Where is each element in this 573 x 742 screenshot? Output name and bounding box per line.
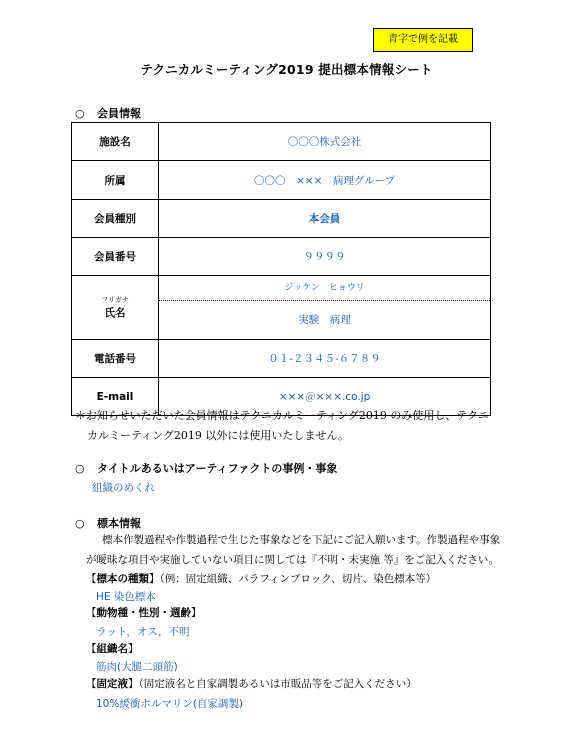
specimen-type-label: 標本の種類 bbox=[96, 573, 149, 585]
bracket-open: 【 bbox=[86, 678, 97, 690]
bracket-open: 【 bbox=[86, 573, 97, 585]
tissue-label: 組織名 bbox=[96, 643, 128, 655]
bracket-open: 【 bbox=[86, 607, 97, 619]
bracket-close: 】 bbox=[149, 573, 160, 585]
member-info-table bbox=[71, 122, 491, 416]
artifact-value[interactable]: 組織のめくれ bbox=[92, 482, 155, 494]
member-no-value[interactable]: ９９９９ bbox=[159, 238, 491, 276]
species-value[interactable]: ラット，オス，不明 bbox=[96, 626, 190, 638]
tissue-value[interactable]: 筋肉(大腿二頭筋) bbox=[96, 661, 178, 673]
tissue-heading bbox=[86, 641, 139, 656]
example-note-box: 青字で例を記載 bbox=[373, 28, 473, 52]
bracket-close: 】 bbox=[128, 678, 139, 690]
circle-bullet-icon: ○ bbox=[75, 517, 85, 530]
name-label-cell bbox=[72, 276, 159, 340]
page-title: テクニカルミーティング2019 提出標本情報シート bbox=[140, 62, 433, 77]
specimen-intro-line-1: 標本作製過程や作製過程で生じた事象などを下記にご記入願います。作製過程や事象 bbox=[102, 534, 501, 546]
bracket-open: 【 bbox=[86, 643, 97, 655]
email-value[interactable]: ×××＠×××.co.jp bbox=[159, 378, 491, 416]
section-title-artifact-label: タイトルあるいはアーティファクトの事例・事象 bbox=[97, 462, 338, 475]
section-member-info-label: 会員情報 bbox=[97, 107, 141, 120]
member-type-value[interactable]: 本会員 bbox=[159, 200, 491, 238]
specimen-type-heading bbox=[86, 571, 436, 586]
specimen-intro-line-2: が曖昧な項目や実施していない項目に関しては『不明・未実施 等』をご記入ください。 bbox=[86, 554, 499, 566]
specimen-type-note: （例：固定組織、パラフィンブロック、切片、染色標本等） bbox=[159, 573, 437, 585]
name-value-cell bbox=[159, 276, 491, 340]
phone-label: 電話番号 bbox=[72, 340, 159, 378]
disclaimer bbox=[75, 406, 505, 446]
furigana-label: フリガナ bbox=[101, 296, 129, 304]
bracket-close: 】 bbox=[128, 643, 139, 655]
name-label: 氏名 bbox=[104, 307, 126, 319]
section-member-info bbox=[75, 105, 141, 121]
furigana-value[interactable]: ジッケン ヒョウリ bbox=[159, 276, 490, 301]
facility-value[interactable]: 〇〇〇株式会社 bbox=[159, 123, 491, 161]
email-label: E-mail bbox=[72, 378, 159, 416]
species-label: 動物種・性別・週齢 bbox=[96, 607, 191, 619]
member-type-label: 会員種別 bbox=[72, 200, 159, 238]
phone-value[interactable]: ０１-２３４５-６７８９ bbox=[159, 340, 491, 378]
bracket-close: 】 bbox=[191, 607, 202, 619]
fixative-note: （固定液名と自家調製あるいは市販品等をご記入ください） bbox=[138, 678, 417, 690]
fixative-value[interactable]: 10%緩衝ホルマリン(自家調製) bbox=[96, 698, 244, 710]
affiliation-value[interactable]: 〇〇〇 ××× 病理グループ bbox=[159, 161, 491, 200]
specimen-intro bbox=[86, 530, 526, 570]
disclaimer-line-2: カルミーティング2019 以外には使用いたしません。 bbox=[87, 429, 350, 442]
name-value[interactable]: 実験 病理 bbox=[298, 314, 351, 326]
section-title-artifact bbox=[75, 460, 337, 476]
species-heading bbox=[86, 605, 202, 620]
section-specimen-info bbox=[75, 515, 141, 531]
facility-label: 施設名 bbox=[72, 123, 159, 161]
affiliation-label: 所属 bbox=[72, 161, 159, 200]
circle-bullet-icon: ○ bbox=[75, 462, 85, 475]
section-specimen-info-label: 標本情報 bbox=[97, 517, 141, 530]
disclaimer-line-1: ＊お知らせいただいた会員情報はテクニカルミーティング2019 のみ使用し、テクニ bbox=[75, 409, 489, 422]
circle-bullet-icon: ○ bbox=[75, 107, 85, 120]
member-no-label: 会員番号 bbox=[72, 238, 159, 276]
specimen-type-value[interactable]: HE 染色標本 bbox=[96, 591, 156, 603]
fixative-label: 固定液 bbox=[96, 678, 128, 690]
fixative-heading bbox=[86, 676, 417, 691]
